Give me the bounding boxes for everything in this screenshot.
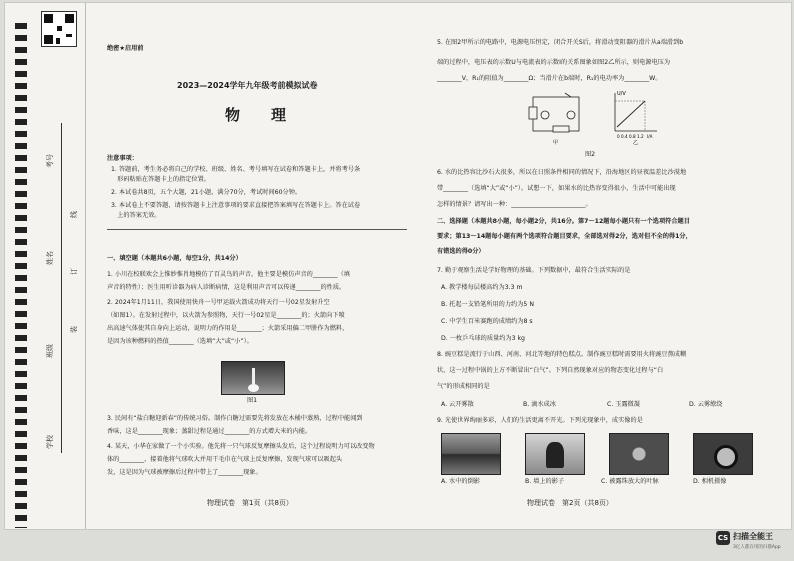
page-2 (437, 3, 791, 529)
question-line: 4. 某天，小华在家做了一个小实验。他先将一只气球反复摩擦头发后，这个过程说明力可以改变物 (107, 443, 375, 450)
barcode-stripe (15, 23, 27, 528)
option: A. 教学楼每层楼高约为3.3 m (441, 284, 523, 291)
binding-label-school: 学校 (46, 435, 54, 449)
binding-label-exam-no: 考号 (46, 154, 54, 168)
rheostat-icon (553, 126, 569, 132)
rocket-launch-photo (221, 361, 285, 395)
question-line: 是因为该种燃料的热值________（选填“大”或“小”）。 (107, 338, 253, 345)
question-line: 发，这是因为气球被摩擦后过程中带上了________现象。 (107, 469, 262, 476)
photo-shadow (525, 433, 585, 475)
note-line: 3. 本试卷上不要答题，请按答题卡上注意事项的要求直接把答案填写在答题卡上。答在试卷 (111, 202, 361, 209)
fig2-left-label: 甲 (553, 140, 559, 146)
question-line: 怎样的情景？请写出一种：________________________。 (437, 201, 592, 208)
exam-sheet (4, 2, 792, 530)
photo-camera (693, 433, 753, 475)
question-line: 6. 水的比热容比沙石大很多，所以在日照条件相同的情况下，沿海地区的昼夜温差比沙漠地 (437, 169, 687, 176)
notes-title: 注意事项： (107, 155, 138, 162)
question-line: 端的过程中，电压表的示数U与电流表的示数I的关系图象如图2乙所示，则电源电压为 (437, 59, 671, 66)
option: C. 被露珠放大的叶脉 (601, 478, 659, 485)
photo-reflection (441, 433, 501, 475)
section2-heading: 要求；第13～14题每小题有两个选项符合题目要求，全部选对得2分，选对但不全的得1分， (437, 233, 692, 240)
question-line: 状，这一过程中锅的上方不断冒出“白气”。下列自然现象对应的物态变化过程与“白 (437, 367, 664, 374)
qr-code-icon (41, 11, 77, 47)
question-line: 2. 2024年1月11日，我国使用快舟一号甲运载火箭成功将天行一号02星发射升空 (107, 299, 330, 306)
question-line: 7. 勤于观察生活是学好物理的基础。下列数据中，最符合生活实际的是 (437, 267, 631, 274)
question-line: 香味，这是________现象；蒸甜过程是通过________的方式增大米的内能。 (107, 428, 312, 435)
option: C. 中学生百米赛跑的成绩约为8 s (441, 318, 533, 325)
cut-line (61, 123, 62, 453)
option: A. 云开雾散 (441, 401, 474, 408)
figure-2-circuit-graph (525, 89, 661, 147)
exam-title: 2023—2024学年九年级考前模拟试卷 (177, 81, 318, 90)
figure-1-caption: 图1 (247, 397, 258, 404)
graph-ticks: 0 0.4 0.8 1.2 (617, 134, 644, 139)
switch-icon (565, 93, 571, 97)
question-line: ________V，R₁的阻值为________Ω；当滑片在b端时，R₁的电功率为________W。 (437, 75, 662, 82)
question-line: 5. 在图2甲所示的电路中，电源电压恒定，闭合开关S后，将滑动变阻器的滑片从a端滑到b (437, 39, 684, 46)
option: B. 托起一支铅笔所用的力约为5 N (441, 301, 534, 308)
option: B. 墙上的影子 (525, 478, 565, 485)
graph-i-label: I/A (647, 134, 653, 139)
question-line: 3. 民间有“盐白糖迎新春”的传统习俗。制作白糖过需要先将发放在木桶中蒸熟，过程中能闻到 (107, 415, 363, 422)
graph-line (617, 101, 645, 127)
question-line: 体的________，接着他将气球吹大并用干毛巾在气球上反复摩擦，发现气球可以吸起头 (107, 456, 343, 463)
section2-heading: 二、选择题（本题共8小题，每小题2分，共16分。第7～12题每小题只有一个选项符合题目 (437, 218, 690, 225)
resistor-r1 (529, 107, 537, 119)
cut-mark: 装 (70, 326, 78, 333)
page-1-footer: 物理试卷 第1页（共8页） (207, 499, 293, 507)
voltmeter-icon (541, 111, 549, 119)
question-line: 9. 光使世界绚丽多彩，人们的生活更离不开光。下列光现象中，成实像的是 (437, 417, 643, 424)
binding-label-class: 班级 (46, 344, 54, 358)
option: A. 水中的倒影 (441, 478, 480, 485)
question-line: 8. 豌豆糕是流行于山西、河南、河北等地的特色糕点。制作豌豆糕时需要用火将豌豆熬成糊 (437, 351, 687, 358)
divider (107, 229, 407, 230)
page-1 (97, 3, 427, 529)
fig2-right-label: 乙 (633, 140, 639, 146)
question-line: 带________（选填“大”或“小”）。试想一下，如果水的比热容变得很小，生活中可能出现 (437, 185, 676, 192)
question-line: 气”的形成相同的是 (437, 383, 490, 390)
cut-mark: 线 (70, 211, 78, 218)
camscanner-name: 扫描全能王 (733, 532, 773, 541)
subject-title: 物 理 (225, 106, 295, 124)
section1-heading: 一、填空题（本题共6小题，每空1分，共14分） (107, 255, 242, 262)
note-line: 上的答案无效。 (111, 212, 161, 219)
secret-label: 绝密★启用前 (107, 45, 144, 52)
camscanner-logo-icon: CS (716, 531, 730, 545)
question-line: （如图1）。在发射过程中，以火箭为参照物，天行一号02星是________的；火箭向下喷 (107, 312, 345, 319)
question-line: 声音的特性）；医生用听诊器为病人诊断病情，这是利用声音可以传递________的性质。 (107, 284, 346, 291)
photo-dew-leaf (609, 433, 669, 475)
option: B. 滴水成冰 (523, 401, 556, 408)
option: D. 一枚乒乓球的质量约为3 kg (441, 335, 525, 342)
binding-label-name: 姓名 (46, 251, 54, 265)
graph-u-label: U/V (617, 91, 626, 97)
camscanner-tagline: 3亿人都在用的扫描App (733, 545, 781, 550)
question-line: 1. 小川在校联欢会上惟妙惟肖地模仿了百灵鸟的声音，他主要是模仿声音的________（填 (107, 271, 350, 278)
binding-strip (5, 3, 86, 529)
page-2-footer: 物理试卷 第2页（共8页） (527, 499, 613, 507)
section2-heading: 有错选的得0分） (437, 248, 485, 255)
note-line: 形码粘贴在答题卡上的指定位置。 (111, 176, 210, 183)
cut-mark: 订 (70, 268, 78, 275)
question-line: 出高速气体使其自身向上运动，说明力的作用是________；火箭采用偏二甲肼作为燃料， (107, 325, 349, 332)
note-line: 1. 答题前，考生务必将自己的学校、班级、姓名、考号填写在试卷和答题卡上，并将考号条 (111, 166, 361, 173)
figure-2-caption: 图2 (585, 151, 596, 158)
option: C. 玉露微凝 (607, 401, 641, 408)
option: D. 云雾缭绕 (689, 401, 723, 408)
ammeter-icon (567, 111, 575, 119)
option: D. 相机摄像 (693, 478, 727, 485)
note-line: 2. 本试卷共8页，五个大题，21小题，满分70分，考试时间60分钟。 (111, 189, 302, 196)
